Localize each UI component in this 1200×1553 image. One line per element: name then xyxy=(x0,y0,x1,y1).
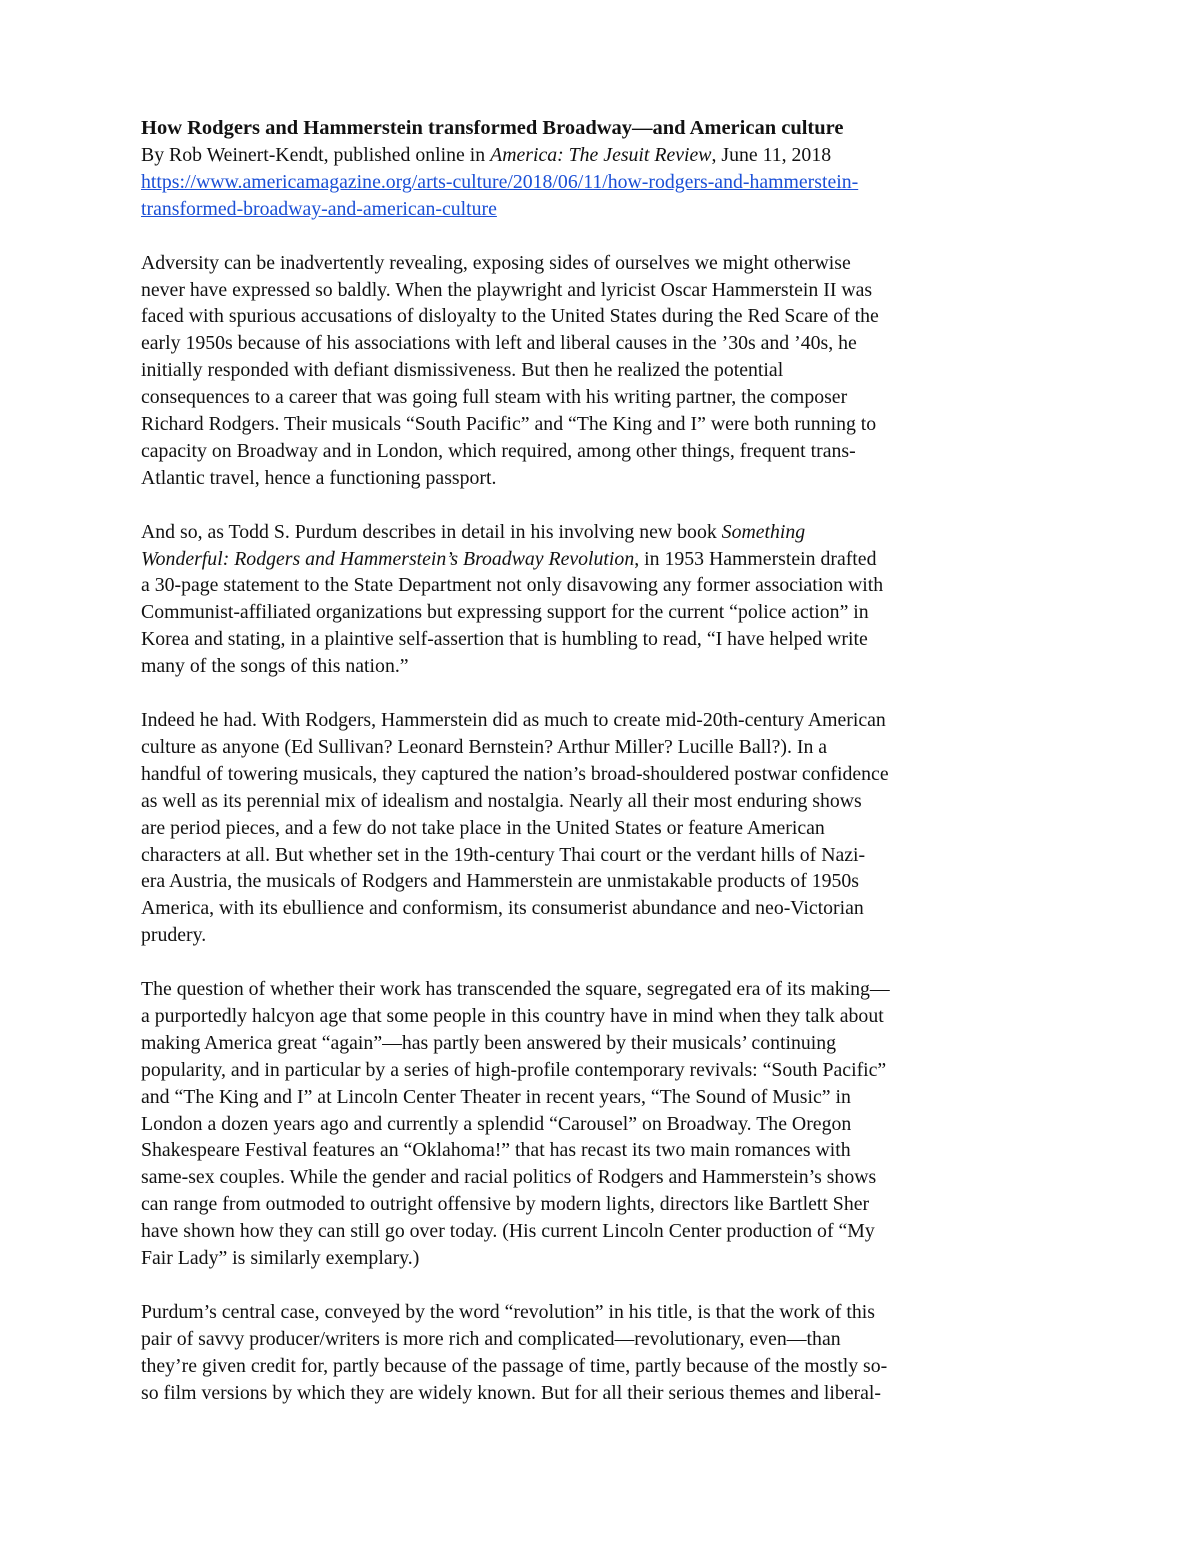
text-line: and “The King and I” at Lincoln Center Theater in recent years, “The Sound of Music” in xyxy=(141,1085,851,1108)
text-line: consequences to a career that was going full steam with his writing partner, the composer xyxy=(141,386,848,409)
text-line: prudery. xyxy=(141,924,207,947)
text-line: are period pieces, and a few do not take place in the United States or feature American xyxy=(141,816,825,839)
text-line: Richard Rodgers. Their musicals “South Pacific” and “The King and I” were both running to xyxy=(141,413,877,436)
text-segment: And so, as Todd S. Purdum describes in detail in his involving new book xyxy=(141,520,722,543)
text-line: can range from outmoded to outright offensive by modern lights, directors like Bartlett Sher xyxy=(141,1193,870,1216)
paragraph-3 xyxy=(141,707,1061,949)
paragraph-2 xyxy=(141,519,1061,680)
book-title-part: Wonderful: Rodgers and Hammerstein’s Broadway Revolution xyxy=(141,547,635,570)
paragraph-5 xyxy=(141,1299,1061,1407)
text-line: as well as its perennial mix of idealism and nostalgia. Nearly all their most enduring shows xyxy=(141,789,862,812)
text-line: Indeed he had. With Rodgers, Hammerstein did as much to create mid-20th-century American xyxy=(141,708,886,731)
text-line: capacity on Broadway and in London, which required, among other things, frequent trans- xyxy=(141,439,856,462)
text-line: early 1950s because of his associations with left and liberal causes in the ’30s and ’40s, he xyxy=(141,332,857,355)
text-line: Fair Lady” is similarly exemplary.) xyxy=(141,1247,420,1270)
text-line: so film versions by which they are widely known. But for all their serious themes and liberal- xyxy=(141,1381,881,1404)
text-line xyxy=(141,519,1061,546)
paragraph-1 xyxy=(141,250,1061,492)
byline-prefix: By Rob Weinert-Kendt, published online in xyxy=(141,144,491,166)
publication-name: America: The Jesuit Review xyxy=(490,144,712,166)
text-line: initially responded with defiant dismissiveness. But then he realized the potential xyxy=(141,359,784,382)
text-line: handful of towering musicals, they captured the nation’s broad-shouldered postwar confidence xyxy=(141,762,889,785)
text-line: culture as anyone (Ed Sullivan? Leonard Bernstein? Arthur Miller? Lucille Ball?). In a xyxy=(141,735,828,758)
text-line: pair of savvy producer/writers is more rich and complicated—revolutionary, even—than xyxy=(141,1327,841,1350)
text-line: a 30-page statement to the State Department not only disavowing any former association with xyxy=(141,574,884,597)
text-line: characters at all. But whether set in the 19th-century Thai court or the verdant hills of Nazi- xyxy=(141,843,866,866)
byline xyxy=(141,142,1061,169)
text-line: The question of whether their work has transcended the square, segregated era of its making— xyxy=(141,978,890,1001)
text-line: Korea and stating, in a plaintive self-assertion that is humbling to read, “I have helped write xyxy=(141,628,868,651)
text-line: making America great “again”—has partly been answered by their musicals’ continuing xyxy=(141,1031,837,1054)
text-line: same-sex couples. While the gender and racial politics of Rodgers and Hammerstein’s shows xyxy=(141,1166,877,1189)
text-line: have shown how they can still go over today. (His current Lincoln Center production of “My xyxy=(141,1220,875,1243)
text-line: faced with spurious accusations of disloyalty to the United States during the Red Scare of the xyxy=(141,305,879,328)
article-link-line: https://www.americamagazine.org/arts-culture/2018/06/11/how-rodgers-and-hammerstein- xyxy=(141,170,859,193)
text-line: era Austria, the musicals of Rodgers and Hammerstein are unmistakable products of 1950s xyxy=(141,870,859,893)
text-line: many of the songs of this nation.” xyxy=(141,655,409,678)
text-line: they’re given credit for, partly because of the passage of time, partly because of the mostly so- xyxy=(141,1354,888,1377)
text-line: a purportedly halcyon age that some people in this country have in mind when they talk about xyxy=(141,1004,884,1027)
text-line: Communist-affiliated organizations but expressing support for the current “police action” in xyxy=(141,601,869,624)
text-line: never have expressed so baldly. When the playwright and lyricist Oscar Hammerstein II was xyxy=(141,278,873,301)
paragraph-4 xyxy=(141,976,1061,1272)
text-line: London a dozen years ago and currently a splendid “Carousel” on Broadway. The Oregon xyxy=(141,1112,852,1135)
book-title-part: Something xyxy=(721,520,806,543)
spacer xyxy=(141,223,1061,250)
byline-date: , June 11, 2018 xyxy=(711,144,832,166)
text-line: popularity, and in particular by a series of high-profile contemporary revivals: “South Pacific” xyxy=(141,1058,887,1081)
article-title: How Rodgers and Hammerstein transformed Broadway—and American culture xyxy=(141,117,844,139)
text-line: Shakespeare Festival features an “Oklahoma!” that has recast its two main romances with xyxy=(141,1139,851,1162)
text-line: Adversity can be inadvertently revealing, exposing sides of ourselves we might otherwise xyxy=(141,251,851,274)
article-link-line: transformed-broadway-and-american-culture xyxy=(141,197,497,220)
text-line xyxy=(141,546,1061,573)
article-link[interactable] xyxy=(141,169,1061,223)
text-segment: , in 1953 Hammerstein drafted xyxy=(634,547,877,570)
text-line: America, with its ebullience and conformism, its consumerist abundance and neo-Victorian xyxy=(141,897,864,920)
text-line: Purdum’s central case, conveyed by the word “revolution” in his title, is that the work of this xyxy=(141,1300,875,1323)
article-body xyxy=(141,114,1061,1433)
text-line: Atlantic travel, hence a functioning passport. xyxy=(141,466,497,489)
